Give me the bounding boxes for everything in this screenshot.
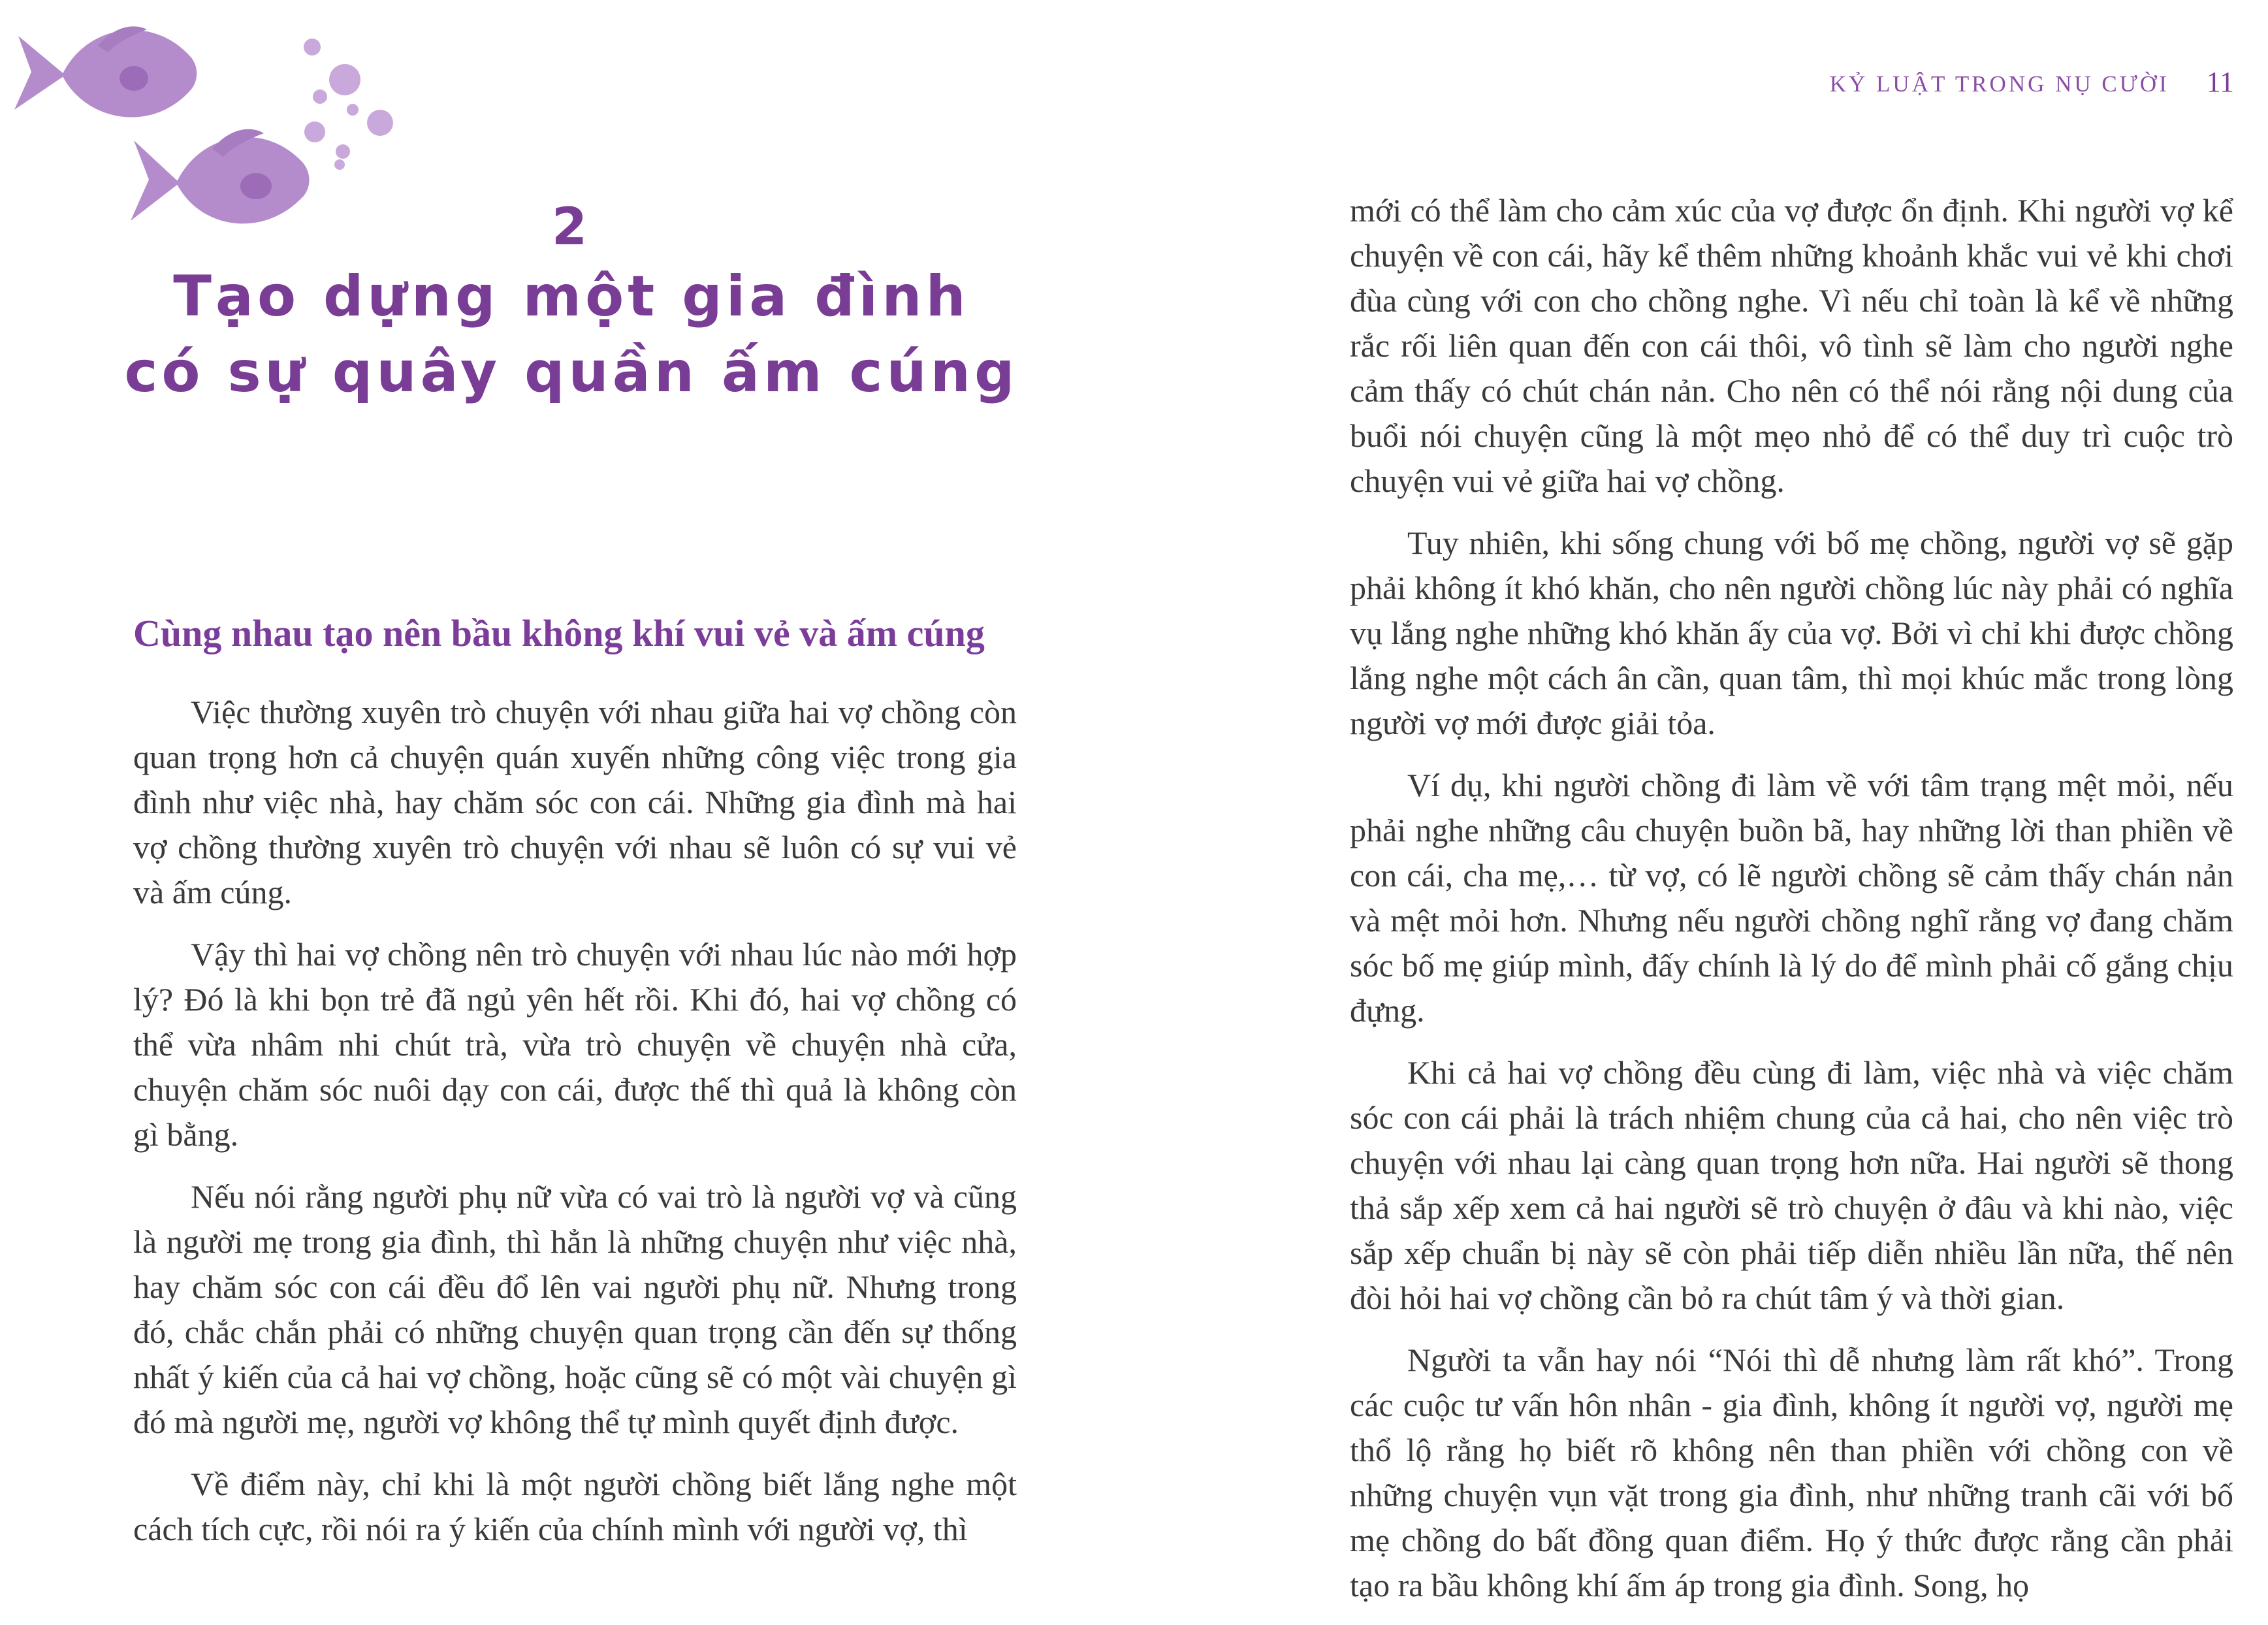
page-number: 11 (2206, 66, 2234, 98)
section-heading: Cùng nhau tạo nên bầu không khí vui vẻ và ấm cúng (133, 612, 985, 654)
chapter-title-line: Tạo dựng một gia đình (173, 264, 970, 329)
running-head-title: KỶ LUẬT TRONG NỤ CƯỜI (1829, 71, 2169, 97)
paragraph: mới có thể làm cho cảm xúc của vợ được ổn định. Khi người vợ kể chuyện về con cái, hãy kể thêm những khoảnh khắc vui vẻ khi chơi đùa cùng với con cho chồng nghe. Vì nếu chỉ toàn là kể về những rắc rối liên quan đến con cái thôi, vô tình sẽ làm cho người nghe cảm thấy có chút chán nản. Cho nên có thể nói rằng nội dung của buổi nói chuyện cũng là một mẹo nhỏ để có thể duy trì cuộc trò chuyện vui vẻ giữa hai vợ chồng. (1350, 192, 2233, 499)
left-body-text (133, 690, 1017, 1569)
fish-icon (14, 26, 197, 117)
paragraph: Tuy nhiên, khi sống chung với bố mẹ chồng, người vợ sẽ gặp phải không ít khó khăn, cho nên người chồng lúc này phải có nghĩa vụ lắng nghe những khó khăn ấy của vợ. Bởi vì chỉ khi được chồng lắng nghe một cách ân cần, quan tâm, thì mọi khúc mắc trong lòng người vợ mới được giải tỏa. (1350, 524, 2233, 741)
paragraph: Vậy thì hai vợ chồng nên trò chuyện với nhau lúc nào mới hợp lý? Đó là khi bọn trẻ đã ngủ yên hết rồi. Khi đó, hai vợ chồng có thể vừa nhâm nhi chút trà, vừa trò chuyện về chuyện nhà cửa, chuyện chăm sóc nuôi dạy con cái, được thế thì quả là không còn gì bằng. (133, 936, 1017, 1153)
paragraph: Ví dụ, khi người chồng đi làm về với tâm trạng mệt mỏi, nếu phải nghe những câu chuyện buồn bã, hay những lời than phiền về con cái, cha mẹ,… từ vợ, có lẽ người chồng sẽ cảm thấy chán nản và mệt mỏi hơn. Nhưng nếu người chồng nghĩ rằng vợ đang chăm sóc bố mẹ giúp mình, đấy chính là lý do để mình phải cố gắng chịu đựng. (1350, 767, 2233, 1029)
left-page (0, 0, 1134, 1605)
paragraph: Nếu nói rằng người phụ nữ vừa có vai trò là người vợ và cũng là người mẹ trong gia đình, thì hẳn là những chuyện như việc nhà, hay chăm sóc con cái đều đổ lên vai người phụ nữ. Nhưng trong đó, chắc chắn phải có những chuyện quan trọng cần đến sự thống nhất ý kiến của cả hai vợ chồng, hoặc cũng sẽ có một vài chuyện gì đó mà người mẹ, người vợ không thể tự mình quyết định được. (133, 1178, 1017, 1440)
paragraph: Người ta vẫn hay nói “Nói thì dễ nhưng làm rất khó”. Trong các cuộc tư vấn hôn nhân - gia đình, không ít người vợ, người mẹ thổ lộ rằng họ biết rõ không nên than phiền với chồng con về những chuyện vụn vặt trong gia đình, như những tranh cãi với bố mẹ chồng do bất đồng quan điểm. Họ ý thức được rằng cần phải tạo ra bầu không khí ấm áp trong gia đình. Song, họ (1350, 1342, 2233, 1603)
right-body-text (1350, 188, 2233, 1625)
paragraph: Việc thường xuyên trò chuyện với nhau giữa hai vợ chồng còn quan trọng hơn cả chuyện quán xuyến những công việc trong gia đình như việc nhà, hay chăm sóc con cái. Những gia đình mà hai vợ chồng thường xuyên trò chuyện với nhau sẽ luôn có sự vui vẻ và ấm cúng. (133, 694, 1017, 910)
chapter-number: 2 (551, 198, 592, 257)
running-head (1830, 65, 2234, 99)
bubbles-icon (304, 39, 393, 170)
paragraph: Về điểm này, chỉ khi là một người chồng biết lắng nghe một cách tích cực, rồi nói ra ý kiến của chính mình với người vợ, thì (133, 1466, 1017, 1547)
paragraph: Khi cả hai vợ chồng đều cùng đi làm, việc nhà và việc chăm sóc con cái phải là trách nhiệm chung của cả hai, cho nên việc trò chuyện với nhau lại càng quan trọng hơn nữa. Hai người sẽ thong thả sắp xếp xem cả hai người sẽ trò chuyện ở đâu và khi nào, việc sắp xếp chuẩn bị này sẽ còn phải tiếp diễn nhiều lần nữa, thế nên đòi hỏi hai vợ chồng cần bỏ ra chút tâm ý và thời gian. (1350, 1054, 2233, 1316)
chapter-title-line: có sự quây quần ấm cúng (124, 340, 1019, 405)
chapter-title (104, 196, 1038, 410)
